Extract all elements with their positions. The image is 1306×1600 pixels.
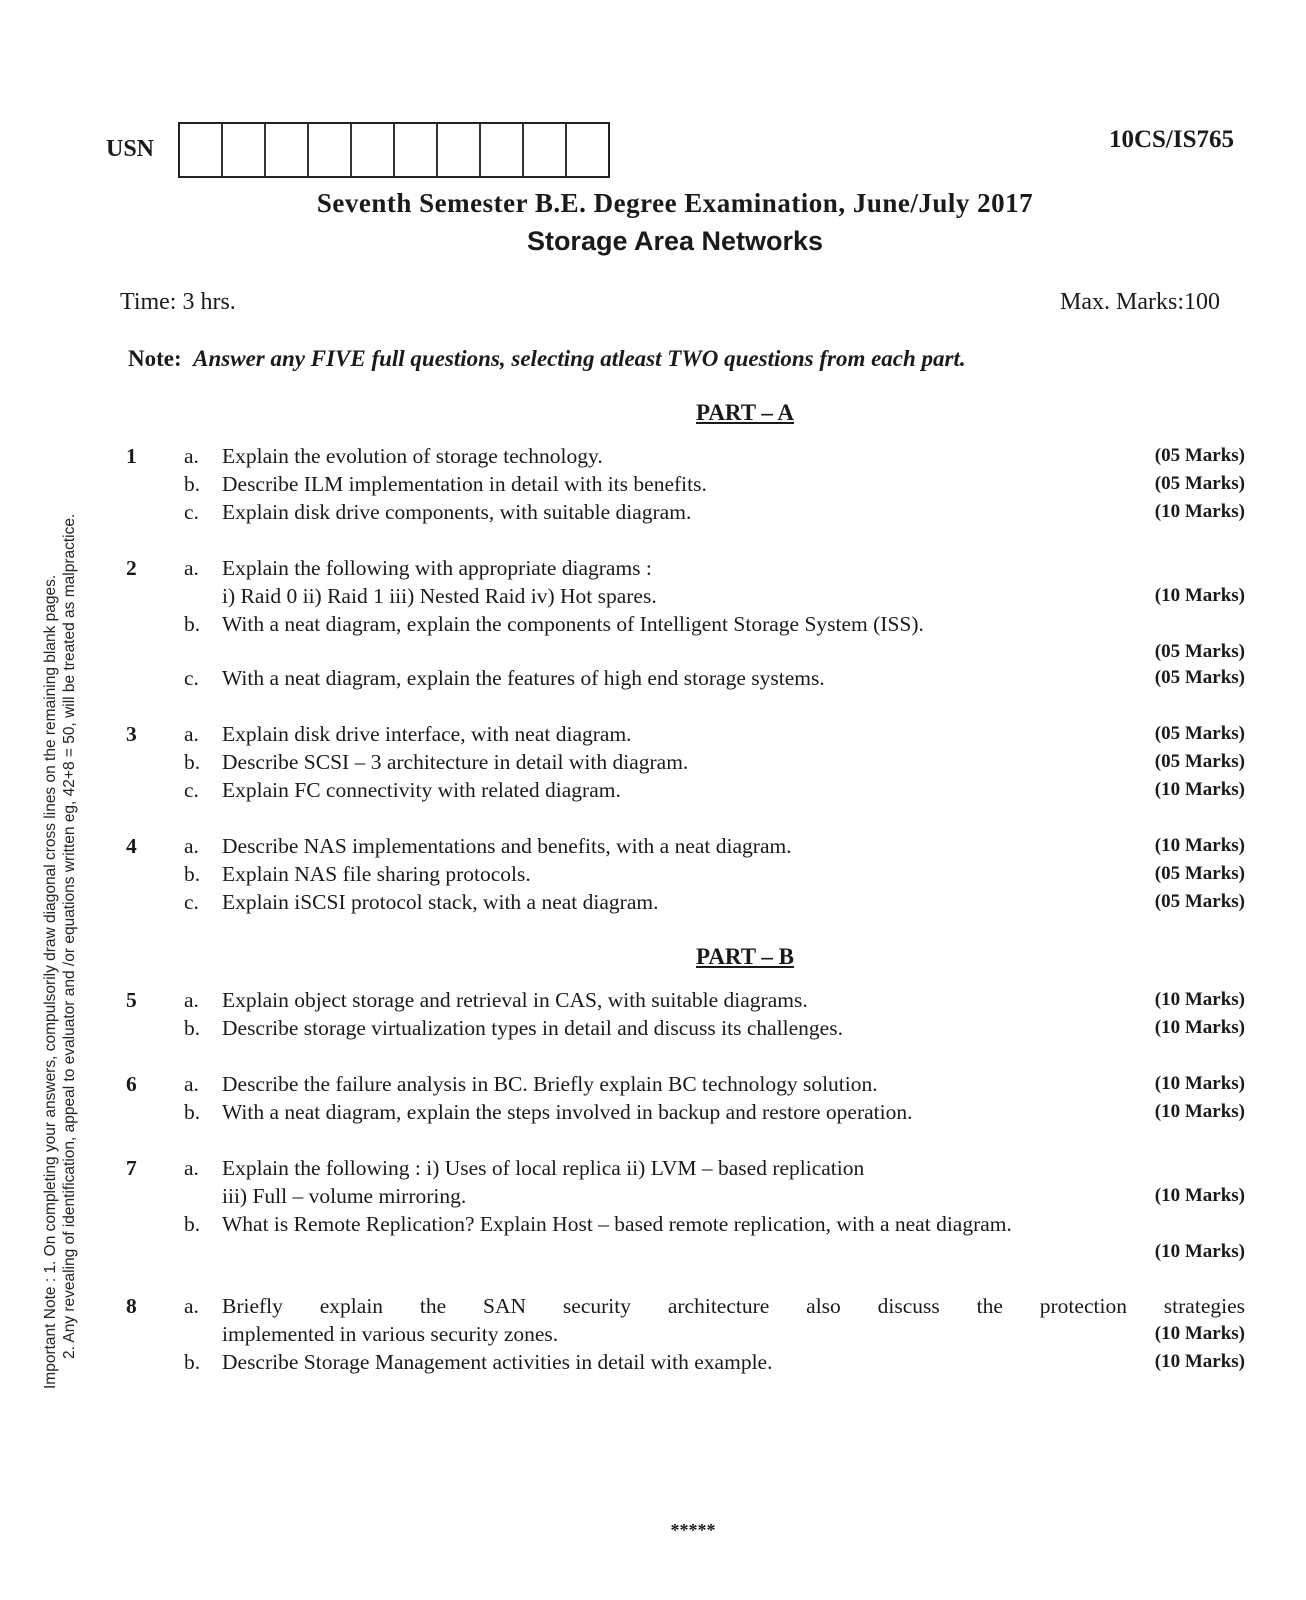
- usn-box: [223, 124, 266, 176]
- question-text: With a neat diagram, explain the features of high end storage systems.: [222, 666, 825, 690]
- sub-question-label: b.: [184, 472, 201, 496]
- question: [120, 554, 1245, 692]
- sub-question-label: b.: [184, 1100, 201, 1124]
- marks: (10 Marks): [1154, 1101, 1245, 1122]
- paper-code: 10CS/IS765: [1108, 126, 1234, 153]
- marks: (10 Marks): [1154, 1185, 1245, 1206]
- question-text: iii) Full – volume mirroring.: [222, 1184, 467, 1208]
- question-text: Briefly explain the SAN security architecture also discuss the protection strategies: [222, 1294, 1245, 1318]
- exam-title: Seventh Semester B.E. Degree Examination, June/July 2017: [316, 188, 1034, 218]
- question-text: Explain iSCSI protocol stack, with a neat diagram.: [222, 890, 659, 914]
- usn-boxes: [178, 122, 610, 178]
- question-line: [120, 986, 1245, 1014]
- question-text: Explain object storage and retrieval in CAS, with suitable diagrams.: [222, 988, 808, 1012]
- question-text: Describe NAS implementations and benefits, with a neat diagram.: [222, 834, 792, 858]
- sub-question-label: b.: [184, 1212, 201, 1236]
- marks: (10 Marks): [1154, 989, 1245, 1010]
- question-number: 7: [126, 1156, 137, 1180]
- question-line: [120, 776, 1245, 804]
- question-line: [120, 748, 1245, 776]
- question-line: [120, 1210, 1245, 1238]
- question: [120, 1070, 1245, 1126]
- question-line: [120, 610, 1245, 638]
- question-text: Explain FC connectivity with related diagram.: [222, 778, 621, 802]
- question-number: 3: [126, 722, 137, 746]
- usn-label: USN: [106, 136, 155, 162]
- max-marks: Max. Marks:100: [1060, 289, 1220, 315]
- question-line: [120, 1014, 1245, 1042]
- sub-question-label: a.: [184, 556, 199, 580]
- marks: (05 Marks): [1154, 751, 1245, 772]
- usn-box: [524, 124, 567, 176]
- question-line: [120, 1320, 1245, 1348]
- side-important-note: [41, 269, 79, 1389]
- sub-question-label: c.: [184, 500, 199, 524]
- question-number: 1: [126, 444, 137, 468]
- part-heading: PART – A: [695, 400, 795, 425]
- question-line: [120, 1070, 1245, 1098]
- question: [120, 1154, 1245, 1264]
- question-text: Describe SCSI – 3 architecture in detail with diagram.: [222, 750, 689, 774]
- marks: (05 Marks): [1154, 641, 1245, 662]
- question-line: [120, 498, 1245, 526]
- usn-box: [438, 124, 481, 176]
- marks: (05 Marks): [1154, 723, 1245, 744]
- usn-box: [266, 124, 309, 176]
- usn-box: [481, 124, 524, 176]
- marks: (05 Marks): [1154, 473, 1245, 494]
- question-line: [120, 860, 1245, 888]
- question: [120, 720, 1245, 804]
- sub-question-label: a.: [184, 444, 199, 468]
- marks-line: [120, 1238, 1245, 1264]
- question-line: [120, 888, 1245, 916]
- marks: (05 Marks): [1154, 445, 1245, 466]
- marks: (10 Marks): [1154, 1073, 1245, 1094]
- question-line: [120, 1154, 1245, 1182]
- question-line: [120, 720, 1245, 748]
- exam-duration: Time: 3 hrs.: [120, 289, 236, 315]
- marks: (10 Marks): [1154, 1017, 1245, 1038]
- question-line: [120, 1098, 1245, 1126]
- marks: (10 Marks): [1154, 779, 1245, 800]
- question-number: 8: [126, 1294, 137, 1318]
- sub-question-label: a.: [184, 1294, 199, 1318]
- question-text: Explain the evolution of storage technology.: [222, 444, 603, 468]
- question-text: With a neat diagram, explain the components of Intelligent Storage System (ISS).: [222, 612, 924, 636]
- question: [120, 832, 1245, 916]
- question-text: Describe Storage Management activities in detail with example.: [222, 1350, 773, 1374]
- sub-question-label: b.: [184, 612, 201, 636]
- question-line: [120, 664, 1245, 692]
- marks: (10 Marks): [1154, 585, 1245, 606]
- usn-box: [309, 124, 352, 176]
- note-label: Note:: [128, 346, 182, 371]
- question-text: Describe the failure analysis in BC. Briefly explain BC technology solution.: [222, 1072, 878, 1096]
- question-text: implemented in various security zones.: [222, 1322, 559, 1346]
- usn-box: [180, 124, 223, 176]
- questions-section: [120, 400, 1245, 1404]
- marks: (05 Marks): [1154, 863, 1245, 884]
- sub-question-label: c.: [184, 778, 199, 802]
- question-text: Explain the following with appropriate diagrams :: [222, 556, 652, 580]
- usn-box: [395, 124, 438, 176]
- sub-question-label: b.: [184, 750, 201, 774]
- question: [120, 986, 1245, 1042]
- sub-question-label: a.: [184, 1156, 199, 1180]
- note-text: Answer any FIVE full questions, selecting atleast TWO questions from each part.: [193, 346, 966, 371]
- sub-question-label: a.: [184, 1072, 199, 1096]
- marks: (10 Marks): [1154, 1351, 1245, 1372]
- question-line: [120, 1292, 1245, 1320]
- side-note-line-2: 2. Any revealing of identification, appeal to evaluator and /or equations written eg, 42+8 = 50, will be treated as malpractice.: [61, 513, 78, 1359]
- sub-question-label: a.: [184, 988, 199, 1012]
- question: [120, 442, 1245, 526]
- question-text: What is Remote Replication? Explain Host – based remote replication, with a neat diagram.: [222, 1212, 1012, 1236]
- end-marker: *****: [670, 1520, 716, 1540]
- question-text: Describe storage virtualization types in detail and discuss its challenges.: [222, 1016, 843, 1040]
- sub-question-label: a.: [184, 722, 199, 746]
- marks: (10 Marks): [1154, 1241, 1245, 1262]
- part-heading: PART – B: [695, 944, 795, 969]
- question-text: i) Raid 0 ii) Raid 1 iii) Nested Raid iv) Hot spares.: [222, 584, 657, 608]
- question-number: 5: [126, 988, 137, 1012]
- sub-question-label: c.: [184, 890, 199, 914]
- marks: (05 Marks): [1154, 667, 1245, 688]
- question-line: [120, 442, 1245, 470]
- usn-box: [352, 124, 395, 176]
- question-line: [120, 554, 1245, 582]
- question-text: Describe ILM implementation in detail with its benefits.: [222, 472, 707, 496]
- subject-title: Storage Area Networks: [526, 226, 824, 256]
- question-line: [120, 582, 1245, 610]
- sub-question-label: a.: [184, 834, 199, 858]
- marks: (05 Marks): [1154, 891, 1245, 912]
- question-line: [120, 832, 1245, 860]
- question-text: With a neat diagram, explain the steps involved in backup and restore operation.: [222, 1100, 913, 1124]
- question-text: Explain disk drive components, with suitable diagram.: [222, 500, 692, 524]
- question-text: Explain disk drive interface, with neat diagram.: [222, 722, 632, 746]
- question-number: 4: [126, 834, 137, 858]
- question-line: [120, 1182, 1245, 1210]
- question-text: Explain the following : i) Uses of local replica ii) LVM – based replication: [222, 1156, 865, 1180]
- question-number: 6: [126, 1072, 137, 1096]
- sub-question-label: b.: [184, 1016, 201, 1040]
- usn-box: [567, 124, 608, 176]
- sub-question-label: c.: [184, 666, 199, 690]
- marks: (10 Marks): [1154, 835, 1245, 856]
- instructions-note: [128, 346, 966, 372]
- question-line: [120, 1348, 1245, 1376]
- side-note-line-1: Important Note : 1. On completing your answers, compulsorily draw diagonal cross lines on the remaining blank pages.: [42, 574, 59, 1389]
- sub-question-label: b.: [184, 862, 201, 886]
- marks: (10 Marks): [1154, 501, 1245, 522]
- sub-question-label: b.: [184, 1350, 201, 1374]
- marks: (10 Marks): [1154, 1323, 1245, 1344]
- question-number: 2: [126, 556, 137, 580]
- question-line: [120, 470, 1245, 498]
- question-text: Explain NAS file sharing protocols.: [222, 862, 531, 886]
- marks-line: [120, 638, 1245, 664]
- question: [120, 1292, 1245, 1376]
